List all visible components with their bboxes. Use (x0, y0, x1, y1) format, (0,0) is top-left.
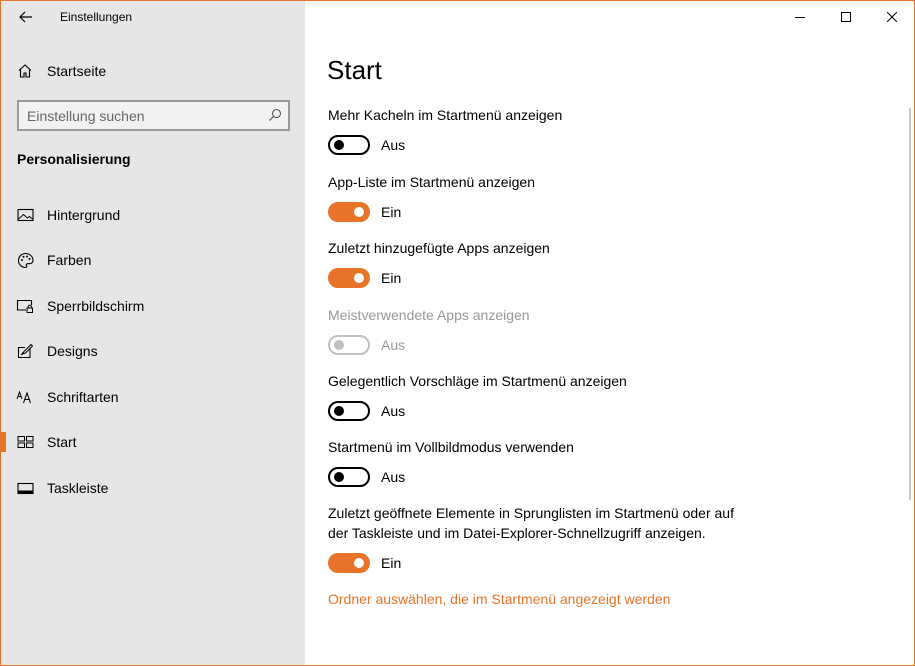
toggle-state: Ein (381, 204, 402, 220)
toggle-state: Aus (381, 469, 406, 485)
sidebar-item-taskleiste[interactable] (1, 470, 305, 506)
sidebar-item-home[interactable] (1, 55, 305, 87)
taskbar-icon (16, 479, 34, 497)
scrollbar[interactable] (909, 108, 911, 500)
setting-label-line1: Zuletzt geöffnete Elemente in Sprunglisten im Startmenü oder auf (328, 505, 734, 521)
search-input[interactable] (19, 103, 259, 129)
setting-suggestions (328, 371, 888, 421)
toggle-state: Aus (381, 403, 406, 419)
start-icon (16, 433, 34, 451)
home-icon (16, 62, 34, 80)
close-icon (887, 12, 897, 22)
toggle-switch (328, 335, 370, 355)
main-content (305, 1, 915, 666)
back-button[interactable] (11, 5, 41, 29)
toggle-switch[interactable] (328, 553, 370, 573)
page-title: Start (327, 55, 382, 85)
toggle-state: Aus (381, 337, 406, 353)
setting-label: Mehr Kacheln im Startmenü anzeigen (328, 107, 563, 123)
search-box (17, 100, 290, 131)
maximize-button[interactable] (823, 1, 869, 33)
setting-most-used (328, 305, 888, 355)
setting-fullscreen (328, 437, 888, 487)
setting-label: Meistverwendete Apps anzeigen (328, 307, 530, 323)
active-indicator (1, 432, 6, 452)
setting-app-list (328, 172, 888, 222)
setting-label-line2: der Taskleiste und im Datei-Explorer-Schnellzugriff anzeigen. (328, 525, 706, 541)
toggle-state: Ein (381, 270, 402, 286)
toggle-knob (334, 140, 344, 150)
toggle-knob (334, 472, 344, 482)
sidebar-item-label: Taskleiste (47, 480, 109, 496)
sidebar-item-label: Schriftarten (47, 389, 119, 405)
minimize-icon (795, 12, 805, 22)
toggle-knob (334, 406, 344, 416)
sidebar-item-hintergrund[interactable] (1, 197, 305, 233)
fonts-icon (16, 388, 34, 406)
sidebar-item-sperrbildschirm[interactable] (1, 288, 305, 324)
close-button[interactable] (869, 1, 915, 33)
brush-icon (16, 342, 34, 360)
toggle-knob (354, 273, 364, 283)
choose-folders-link[interactable]: Ordner auswählen, die im Startmenü angezeigt werden (328, 591, 671, 607)
setting-label: Gelegentlich Vorschläge im Startmenü anzeigen (328, 373, 627, 389)
toggle-switch[interactable] (328, 268, 370, 288)
lock-screen-icon (16, 297, 34, 315)
setting-more-tiles (328, 105, 888, 155)
palette-icon (16, 251, 34, 269)
setting-label: Startmenü im Vollbildmodus verwenden (328, 439, 574, 455)
toggle-switch[interactable] (328, 401, 370, 421)
toggle-switch[interactable] (328, 135, 370, 155)
sidebar-item-start[interactable] (1, 424, 305, 460)
back-arrow-icon (19, 11, 33, 23)
sidebar-item-designs[interactable] (1, 333, 305, 369)
minimize-button[interactable] (777, 1, 823, 33)
sidebar-item-label: Start (47, 434, 77, 450)
section-title: Personalisierung (17, 151, 131, 167)
sidebar-item-label: Designs (47, 343, 98, 359)
sidebar-item-label: Farben (47, 252, 92, 268)
maximize-icon (841, 12, 851, 22)
toggle-switch[interactable] (328, 467, 370, 487)
setting-jump-lists (328, 503, 888, 573)
setting-label: App-Liste im Startmenü anzeigen (328, 174, 535, 190)
app-title: Einstellungen (60, 10, 133, 24)
toggle-state: Aus (381, 137, 406, 153)
toggle-knob (354, 207, 364, 217)
sidebar-item-label: Sperrbildschirm (47, 298, 145, 314)
setting-recently-added (328, 238, 888, 288)
sidebar-item-schriftarten[interactable] (1, 379, 305, 415)
sidebar (1, 1, 305, 666)
toggle-knob (354, 558, 364, 568)
search-icon[interactable] (268, 108, 282, 122)
sidebar-item-farben[interactable] (1, 242, 305, 278)
toggle-state: Ein (381, 555, 402, 571)
toggle-knob (334, 340, 344, 350)
image-icon (16, 206, 34, 224)
sidebar-item-label: Hintergrund (47, 207, 121, 223)
toggle-switch[interactable] (328, 202, 370, 222)
sidebar-item-label: Startseite (47, 63, 107, 79)
setting-label: Zuletzt hinzugefügte Apps anzeigen (328, 240, 550, 256)
